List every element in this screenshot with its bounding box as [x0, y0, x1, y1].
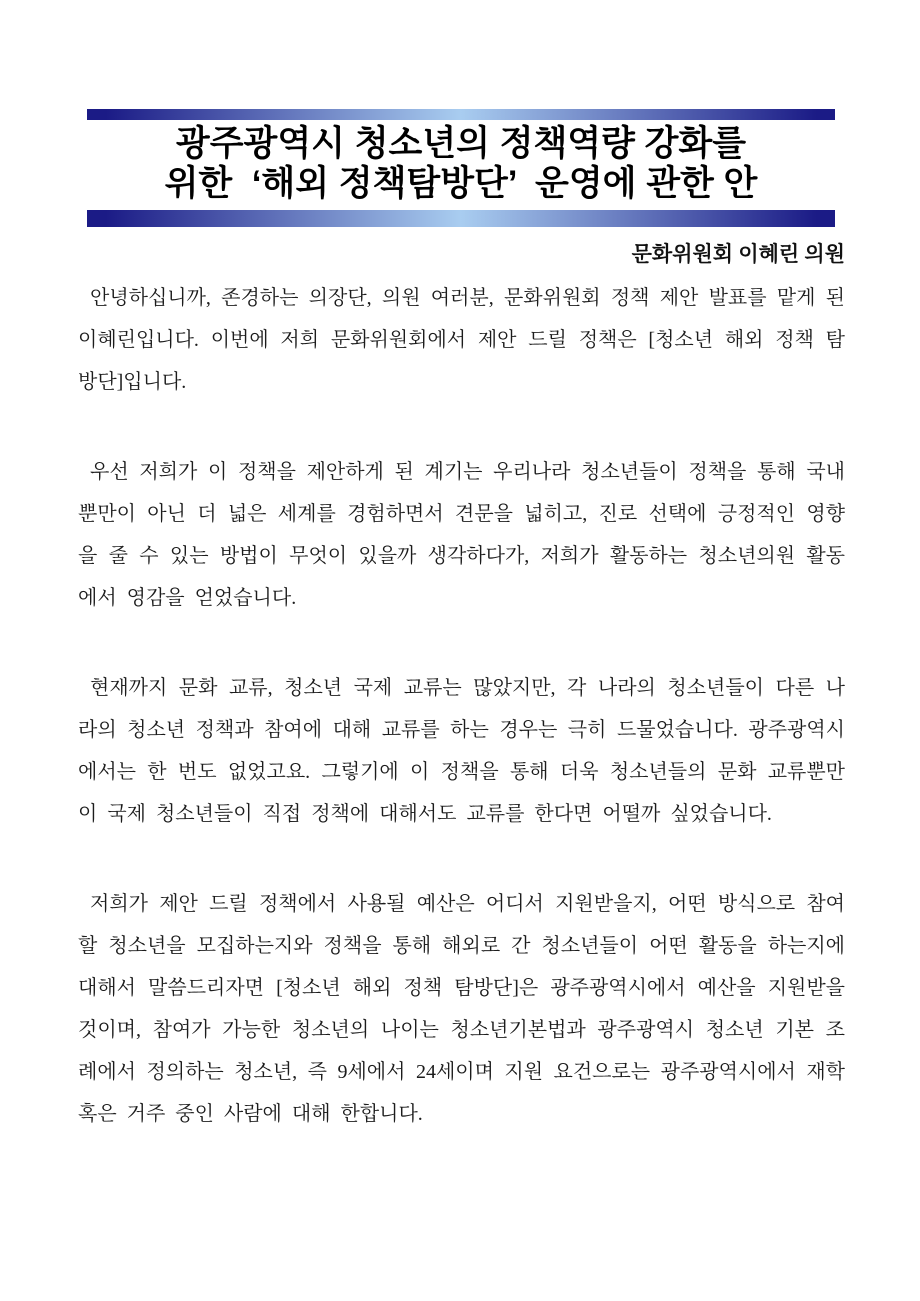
paragraph-policy-details: 저희가 제안 드릴 정책에서 사용될 예산은 어디서 지원받을지, 어떤 방식으로 참여할 청소년을 모집하는지와 정책을 통해 해외로 간 청소년들이 어떤 활동을 하는지에 대해서 말씀드리자면 [청소년 해외 정책 탐방단]은 광주광역시에서 예산을 지원받을 것이며, 참여가 가능한 청소년의 나이는 청소년기본법과 광주광역시 청소년 기본 조례에서 정의하는 청소년, 즉 9세에서 24세이며 지원 요건으로는 광주광역시에서 재학 혹은 거주 중인 사람에 대해 한합니다.	[78, 893, 845, 1125]
document-title	[87, 120, 835, 210]
paragraph-greeting: 안녕하십니까, 존경하는 의장단, 의원 여러분, 문화위원회 정책 제안 발표를 맡게 된 이혜린입니다. 이번에 저희 문화위원회에서 제안 드릴 정책은 [청소년 해외 정책 탐방단]입니다.	[78, 287, 845, 393]
document-body	[78, 277, 845, 1135]
banner-top-rule	[87, 109, 835, 120]
document-title-line-2: 위한 ‘해외 정책탐방단’ 운영에 관한 안	[164, 164, 758, 203]
paragraph-motivation: 우선 저희가 이 정책을 제안하게 된 계기는 우리나라 청소년들이 정책을 통해 국내뿐만이 아닌 더 넓은 세계를 경험하면서 견문을 넓히고, 진로 선택에 긍정적인 영향을 줄 수 있는 방법이 무엇이 있을까 생각하다가, 저희가 활동하는 청소년의원 활동에서 영감을 얻었습니다.	[78, 461, 845, 609]
banner-bottom-rule	[87, 210, 835, 227]
title-banner	[87, 109, 835, 227]
document-title-line-1: 광주광역시 청소년의 정책역량 강화를	[175, 124, 747, 163]
paragraph-background: 현재까지 문화 교류, 청소년 국제 교류는 많았지만, 각 나라의 청소년들이 다른 나라의 청소년 정책과 참여에 대해 교류를 하는 경우는 극히 드물었습니다. 광주광역시에서는 한 번도 없었고요. 그렇기에 이 정책을 통해 더욱 청소년들의 문화 교류뿐만이 국제 청소년들이 직접 정책에 대해서도 교류를 한다면 어떨까 싶었습니다.	[78, 677, 845, 825]
author-line: 문화위원회 이혜린 의원	[631, 242, 845, 266]
